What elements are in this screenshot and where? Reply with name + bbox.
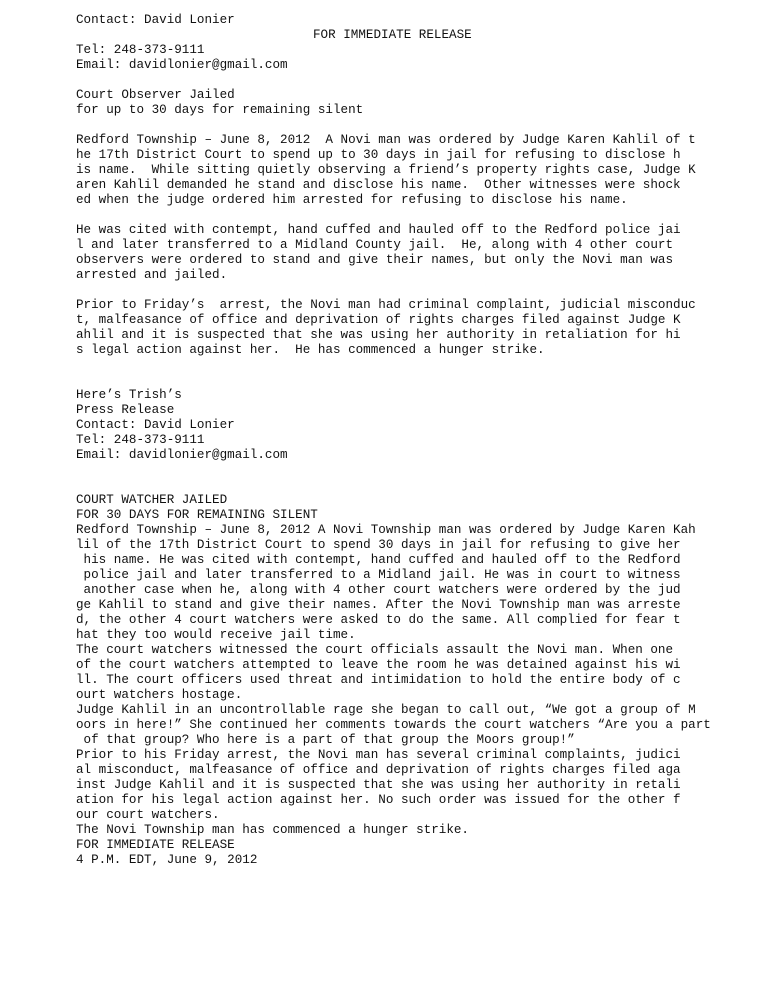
release2-line: lil of the 17th District Court to spend 30 days in jail for refusing to give her [76,538,681,552]
release2-line: our court watchers. [76,808,220,822]
para1-line: aren Kahlil demanded he stand and disclose his name. Other witnesses were shock [76,178,681,192]
release2-line: ll. The court officers used threat and intimidation to hold the entire body of c [76,673,681,687]
release2-line: of the court watchers attempted to leave the room he was detained against his wi [76,658,681,672]
release2-line: The Novi Township man has commenced a hunger strike. [76,823,469,837]
release2-line: 4 P.M. EDT, June 9, 2012 [76,853,258,867]
headline-line: for up to 30 days for remaining silent [76,103,364,117]
trish-line: Here’s Trish’s [76,388,182,402]
headline-line: Court Observer Jailed [76,88,235,102]
release2-line: ation for his legal action against her. No such order was issued for the other f [76,793,681,807]
release2-line: hat they too would receive jail time. [76,628,356,642]
header-email: Email: davidlonier@gmail.com [76,58,288,72]
para3-line: ahlil and it is suspected that she was using her authority in retaliation for hi [76,328,681,342]
para2-line: arrested and jailed. [76,268,228,282]
release-tag: FOR IMMEDIATE RELEASE [313,28,472,42]
header-tel: Tel: 248-373-9111 [76,43,205,57]
release2-line: The court watchers witnessed the court officials assault the Novi man. When one [76,643,674,657]
release2-line: Redford Township – June 8, 2012 A Novi Township man was ordered by Judge Karen Kah [76,523,696,537]
para3-line: t, malfeasance of office and deprivation of rights charges filed against Judge K [76,313,681,327]
release2-line: COURT WATCHER JAILED [76,493,228,507]
release2-line: Prior to his Friday arrest, the Novi man has several criminal complaints, judici [76,748,681,762]
release2-line: d, the other 4 court watchers were asked to do the same. All complied for fear t [76,613,681,627]
trish-line: Press Release [76,403,175,417]
trish-line: Tel: 248-373-9111 [76,433,205,447]
release2-line: FOR IMMEDIATE RELEASE [76,838,235,852]
release2-line: of that group? Who here is a part of that group the Moors group!” [76,733,575,747]
para1-line: is name. While sitting quietly observing a friend’s property rights case, Judge K [76,163,696,177]
para2-line: He was cited with contempt, hand cuffed and hauled off to the Redford police jai [76,223,681,237]
para3-line: Prior to Friday’s arrest, the Novi man had criminal complaint, judicial misconduc [76,298,696,312]
trish-line: Contact: David Lonier [76,418,235,432]
release2-line: inst Judge Kahlil and it is suspected that she was using her authority in retali [76,778,681,792]
release2-line: oors in here!” She continued her comments towards the court watchers “Are you a part [76,718,711,732]
release2-line: Judge Kahlil in an uncontrollable rage she began to call out, “We got a group of M [76,703,696,717]
para1-line: he 17th District Court to spend up to 30 days in jail for refusing to disclose h [76,148,681,162]
release2-line: FOR 30 DAYS FOR REMAINING SILENT [76,508,318,522]
para3-line: s legal action against her. He has commenced a hunger strike. [76,343,545,357]
header-contact: Contact: David Lonier [76,13,235,27]
para2-line: observers were ordered to stand and give their names, but only the Novi man was [76,253,674,267]
release2-line: ourt watchers hostage. [76,688,243,702]
release2-line: his name. He was cited with contempt, hand cuffed and hauled off to the Redford [76,553,681,567]
para1-line: ed when the judge ordered him arrested for refusing to disclose his name. [76,193,628,207]
release2-line: another case when he, along with 4 other court watchers were ordered by the jud [76,583,681,597]
para2-line: l and later transferred to a Midland County jail. He, along with 4 other court [76,238,674,252]
release2-line: police jail and later transferred to a Midland jail. He was in court to witness [76,568,681,582]
release2-line: ge Kahlil to stand and give their names. After the Novi Township man was arreste [76,598,681,612]
release2-line: al misconduct, malfeasance of office and deprivation of rights charges filed aga [76,763,681,777]
para1-line: Redford Township – June 8, 2012 A Novi man was ordered by Judge Karen Kahlil of t [76,133,696,147]
trish-line: Email: davidlonier@gmail.com [76,448,288,462]
